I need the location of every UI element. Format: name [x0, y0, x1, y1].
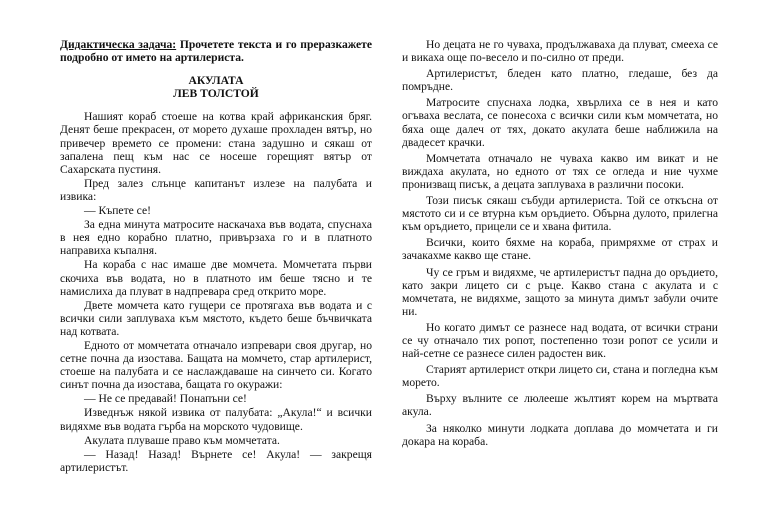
paragraph: Всички, които бяхме на кораба, примряхме от страх и зачакахме какво ще стане. — [402, 236, 718, 263]
paragraph: Върху вълните се люлееше жълтият корем на мъртвата акула. — [402, 392, 718, 419]
story-title: АКУЛАТА — [188, 74, 244, 88]
paragraph: Матросите спуснаха лодка, хвърлиха се в нея и като огъваха веслата, се понесоха с всички сили към момчетата, но бяха още далеч от тях, докато акулата беше наближила на двадесет крачки. — [402, 96, 718, 149]
task-text: Прочетете текста и го преразкажете подробно от името на артилериста. — [60, 38, 372, 65]
paragraph: Акулата плуваше право към момчетата. — [84, 433, 280, 447]
paragraph: Но когато димът се разнесе над водата, от всички страни се чу отначало тих ропот, постепенно този ропот се усили и най-сетне се разнесе силен радостен вик. — [402, 320, 718, 361]
paragraph: Този писък сякаш събуди артилериста. Той се откъсна от мястото си и се втурна към оръдието. Обърна дулото, прилегна към оръдието, прицели се и хвана фитила. — [402, 194, 718, 234]
paragraph: — Не се предавай! Понапъни се! — [84, 392, 247, 406]
paragraph: — Назад! Назад! Върнете се! Акула! — закрещя артилеристът. — [60, 447, 372, 474]
task-label: Дидактическа задача: — [60, 38, 177, 51]
paragraph: Старият артилерист откри лицето си, стана и погледна към морето. — [402, 363, 718, 390]
paragraph: — Къпете се! — [84, 204, 151, 218]
paragraph: За една минута матросите наскачаха във водата, спуснаха в нея едно корабно платно, привързаха го и в платното направиха къпалня. — [60, 218, 372, 258]
paragraph: На кораба с нас имаше две момчета. Момчетата първи скочиха във водата, но в платното им беше тясно и те намислиха да плуват в надпревара сред открито море. — [60, 258, 372, 298]
paragraph: Едното от момчетата отначало изпревари своя другар, но сетне почна да изостава. Бащата на момчето, стар артилерист, стоеше на палубата и се наслаждаваше на синчето си. Когато синът почна да изостава, бащата го окуражи: — [60, 338, 372, 392]
story-author: ЛЕВ ТОЛСТОЙ — [173, 87, 259, 101]
paragraph: Чу се гръм и видяхме, че артилеристът падна до оръдието, като закри лицето си с ръце. Какво стана с акулата и с момчетата, не видяхме, защото за минута димът забули очите ни. — [402, 265, 718, 318]
paragraph: Момчетата отначало не чуваха какво им викат и не виждаха акулата, но едното от тях се огледа и ние чухме пронизващ писък, а децата заплуваха в различни посоки. — [402, 151, 718, 191]
right-column — [402, 38, 718, 451]
paragraph: Пред залез слънце капитанът излезе на палубата и извика: — [60, 176, 372, 203]
paragraph: Но децата не го чуваха, продължаваха да плуват, смееха се и викаха още по-весело и по-силно от преди. — [402, 38, 718, 65]
paragraph: Нашият кораб стоеше на котва край африканския бряг. Денят беше прекрасен, от морето духаше прохладен вятър, но привечер времето се промени: стана задушно и сякаш от запалена пещ към нас се носеше горещият вятър от Сахарската пустиня. — [60, 110, 372, 176]
didactic-task — [60, 38, 372, 64]
paragraph: Артилеристът, бледен като платно, гледаше, без да помръдне. — [402, 67, 718, 94]
left-column — [60, 38, 372, 475]
paragraph: Изведнъж някой извика от палубата: „Акула!“ и всички видяхме във водата гърба на морското чудовище. — [60, 406, 372, 433]
paragraph: За няколко минути лодката доплава до момчетата и ги докара на кораба. — [402, 421, 718, 448]
paragraph: Двете момчета като гущери се протягаха във водата и с всички сили заплуваха към мястото, където беше бъчвичката над котвата. — [60, 298, 372, 338]
